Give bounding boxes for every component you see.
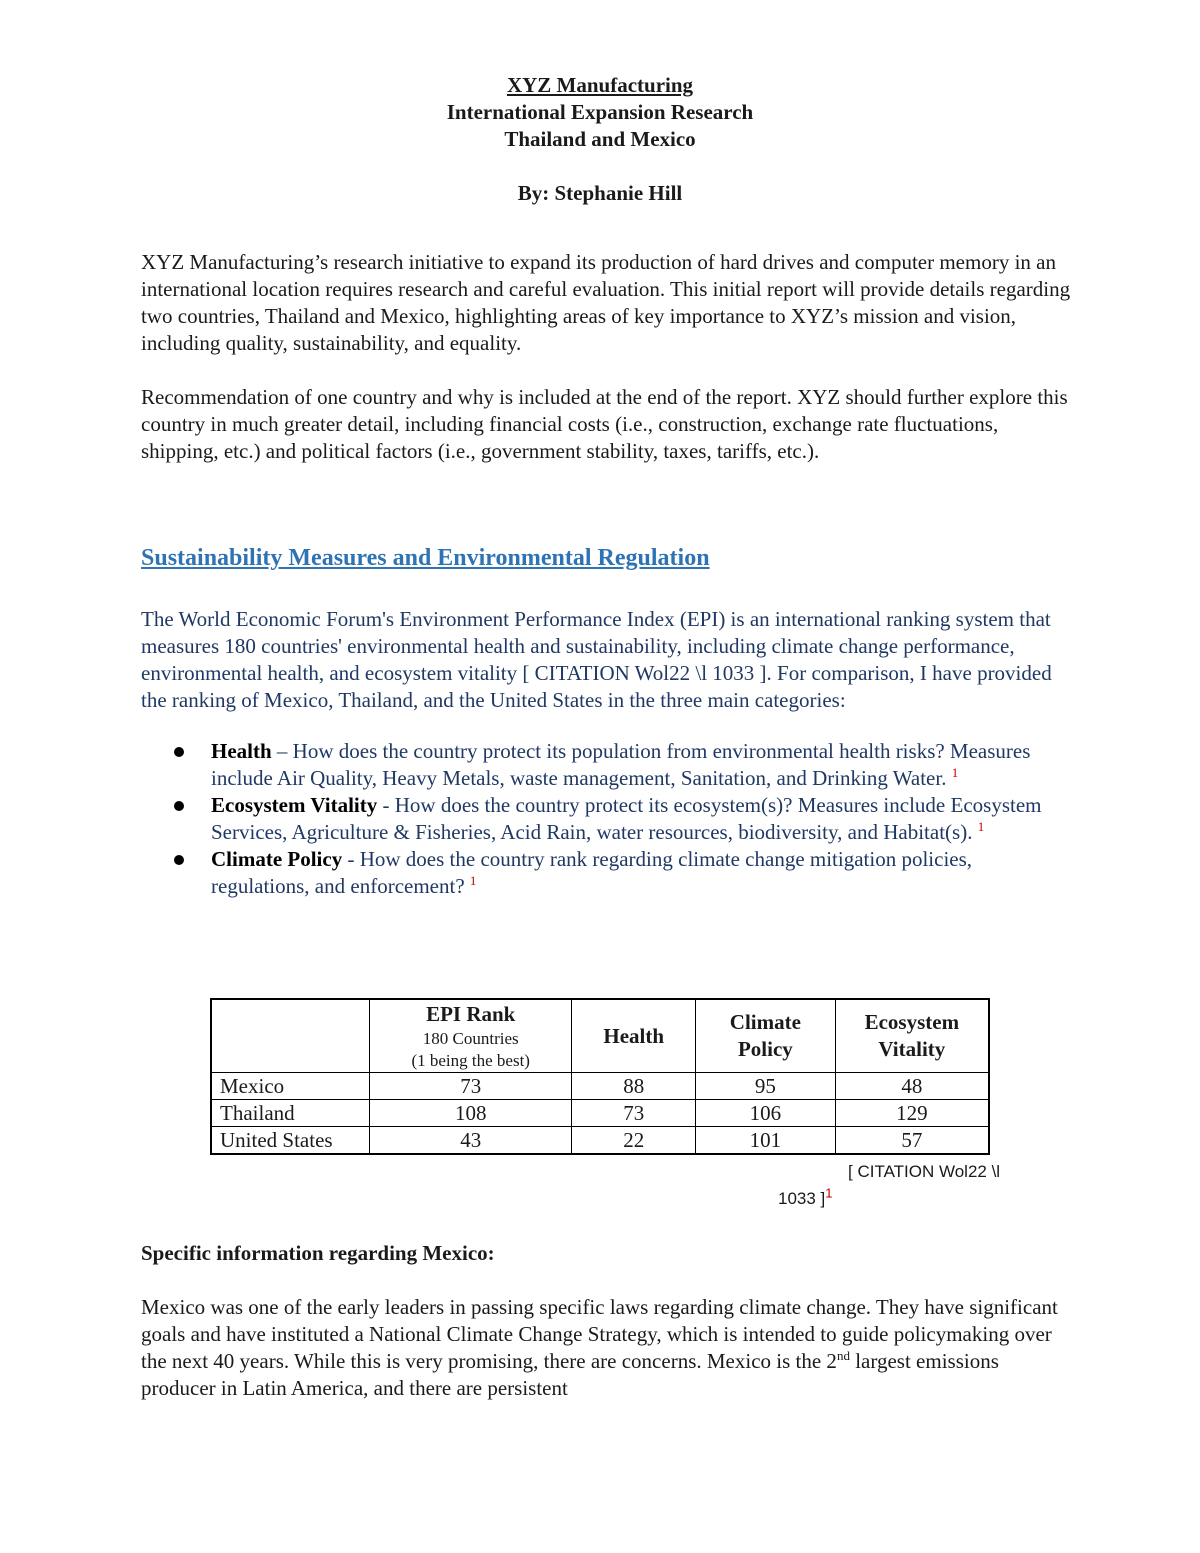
bullet-icon — [174, 855, 184, 865]
citation-line-2: 1033 ] — [778, 1189, 826, 1208]
bullet-icon — [174, 747, 184, 757]
cell-climate: 95 — [696, 1073, 836, 1100]
cell-ecosystem: 57 — [835, 1127, 989, 1155]
intro-paragraph-1: XYZ Manufacturing’s research initiative to expand its production of hard drives and computer memory in an international location requires research and careful evaluation. This initial report will provide details regarding two countries, Thailand and Mexico, highlighting areas of key importance to XYZ’s mission and vision, including quality, sustainability, and equality. — [141, 250, 1071, 355]
epi-paragraph: The World Economic Forum's Environment Performance Index (EPI) is an international ranking system that measures 180 countries' environmental health and sustainability, including climate change performance, environmental health, and ecosystem vitality [ CITATION Wol22 \l 1033 ]. For comparison, I have provided the ranking of Mexico, Thailand, and the United States in the three main categories: — [141, 607, 1052, 712]
cell-epi: 73 — [370, 1073, 572, 1100]
cell-health: 22 — [572, 1127, 696, 1155]
epi-ranking-table — [210, 998, 990, 1155]
ordinal-suffix: nd — [836, 1348, 850, 1363]
table-row — [211, 1073, 989, 1100]
list-item — [141, 846, 1071, 900]
bullet-term: Health — [211, 739, 272, 763]
cell-ecosystem: 129 — [835, 1100, 989, 1127]
table-row — [211, 1127, 989, 1155]
cell-health: 88 — [572, 1073, 696, 1100]
climate-label: Climate — [729, 1010, 801, 1034]
intro-paragraph-2: Recommendation of one country and why is included at the end of the report. XYZ should further explore this country in much greater detail, including financial costs (i.e., construction, exchange rate fluctuations, shipping, etc.) and political factors (i.e., government stability, taxes, tariffs, etc.). — [141, 385, 1068, 463]
bullet-term: Climate Policy — [211, 847, 343, 871]
epi-rank-sub1: 180 Countries — [422, 1028, 519, 1048]
bullet-text: How does the country rank regarding climate change mitigation policies, regulations, and enforcement? — [211, 847, 973, 898]
footnote-ref: 1 — [825, 1185, 833, 1201]
document-countries: Thailand and Mexico — [504, 127, 696, 151]
bullet-separator: – — [271, 739, 293, 763]
mexico-paragraph — [141, 1294, 1071, 1402]
epi-rank-sub2: (1 being the best) — [411, 1050, 530, 1070]
cell-country: United States — [211, 1127, 370, 1155]
document-author: By: Stephanie Hill — [517, 181, 683, 205]
bullet-text: How does the country protect its population from environmental health risks? Measures include Air Quality, Heavy Metals, waste management, Sanitation, and Drinking Water. — [211, 739, 1031, 790]
footnote-ref: 1 — [951, 765, 959, 780]
header-cell-climate-policy — [696, 999, 836, 1073]
header-cell-ecosystem-vitality — [835, 999, 989, 1073]
bullet-text: How does the country protect its ecosystem(s)? Measures include Ecosystem Services, Agriculture & Fisheries, Acid Rain, water resources, biodiversity, and Habitat(s). — [211, 793, 1042, 844]
bullet-term: Ecosystem Vitality — [211, 793, 378, 817]
bullet-separator: - — [342, 847, 360, 871]
citation-line-1: [ CITATION Wol22 \l — [848, 1162, 1001, 1181]
cell-epi: 43 — [370, 1127, 572, 1155]
cell-epi: 108 — [370, 1100, 572, 1127]
cell-health: 73 — [572, 1100, 696, 1127]
section-heading-sustainability: Sustainability Measures and Environmental Regulation — [141, 545, 710, 571]
document-header — [0, 72, 1200, 207]
citation-line-2-wrap — [770, 1185, 1030, 1212]
mexico-text-b: largest emissions producer in Latin America, and there are persistent — [141, 1349, 999, 1400]
cell-climate: 101 — [696, 1127, 836, 1155]
cell-ecosystem: 48 — [835, 1073, 989, 1100]
table-row — [211, 1100, 989, 1127]
bullet-separator: - — [377, 793, 395, 817]
list-item — [141, 738, 1071, 792]
epi-bullet-list — [141, 738, 1071, 900]
document-subtitle: International Expansion Research — [446, 100, 754, 124]
ecosystem-label: Ecosystem — [864, 1010, 960, 1034]
policy-label: Policy — [737, 1037, 793, 1061]
bullet-icon — [174, 801, 184, 811]
footnote-ref: 1 — [977, 819, 985, 834]
table-header-row — [211, 999, 989, 1073]
header-cell-epi-rank — [370, 999, 572, 1073]
footnote-ref: 1 — [469, 873, 477, 888]
cell-climate: 106 — [696, 1100, 836, 1127]
table-citation — [770, 1158, 1030, 1212]
epi-rank-label: EPI Rank — [426, 1001, 516, 1026]
vitality-label: Vitality — [878, 1037, 946, 1061]
section-heading-mexico: Specific information regarding Mexico: — [141, 1241, 495, 1265]
cell-country: Thailand — [211, 1100, 370, 1127]
document-title: XYZ Manufacturing — [506, 73, 694, 97]
header-cell-health: Health — [572, 999, 696, 1073]
mexico-text-a: Mexico was one of the early leaders in passing specific laws regarding climate change. They have significant goals and have instituted a National Climate Change Strategy, which is intended to guide policymaking over the next 40 years. While this is very promising, there are concerns. Mexico is the 2 — [141, 1295, 1058, 1373]
header-cell-empty — [211, 999, 370, 1073]
list-item — [141, 792, 1071, 846]
cell-country: Mexico — [211, 1073, 370, 1100]
